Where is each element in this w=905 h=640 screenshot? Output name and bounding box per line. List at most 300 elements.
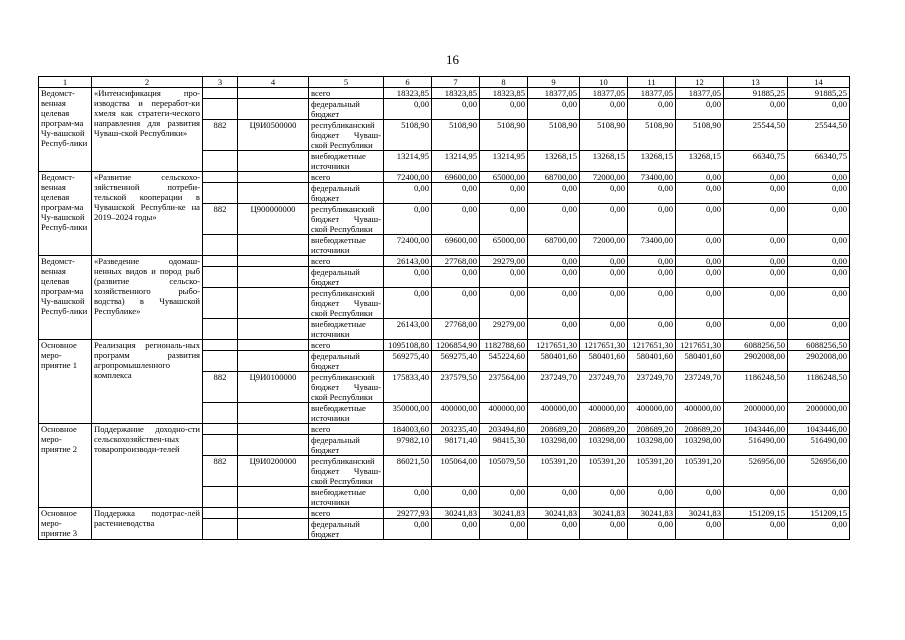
value-cell: 0,00 [384, 288, 432, 319]
value-cell: 0,00 [528, 256, 580, 267]
budget-code-cell [238, 151, 309, 172]
value-cell: 0,00 [676, 487, 724, 508]
value-cell: 105079,50 [480, 456, 528, 487]
value-cell: 0,00 [528, 487, 580, 508]
program-type-cell: Ведомст-венная целевая програм-ма Чу-вашской Респуб-лики [39, 256, 92, 340]
value-cell: 1186248,50 [724, 372, 788, 403]
value-cell: 580401,60 [676, 351, 724, 372]
value-cell: 0,00 [788, 519, 850, 540]
budget-code-cell [238, 508, 309, 519]
value-cell: 545224,60 [480, 351, 528, 372]
value-cell: 5108,90 [384, 120, 432, 151]
value-cell: 208689,20 [580, 424, 628, 435]
admin-code-cell [203, 487, 238, 508]
funding-source-cell: федеральный бюджет [309, 183, 384, 204]
value-cell: 237249,70 [580, 372, 628, 403]
budget-code-cell [238, 340, 309, 351]
value-cell: 0,00 [432, 267, 480, 288]
value-cell: 0,00 [480, 267, 528, 288]
value-cell: 72000,00 [580, 235, 628, 256]
admin-code-cell [203, 267, 238, 288]
program-type-cell: Ведомст-венная целевая програм-ма Чу-вашской Респуб-лики [39, 172, 92, 256]
value-cell: 105391,20 [676, 456, 724, 487]
admin-code-cell [203, 172, 238, 183]
column-header-7: 7 [432, 77, 480, 88]
value-cell: 0,00 [676, 183, 724, 204]
admin-code-cell [203, 340, 238, 351]
value-cell: 1186248,50 [788, 372, 850, 403]
value-cell: 18377,05 [580, 88, 628, 99]
value-cell: 0,00 [432, 519, 480, 540]
value-cell: 0,00 [676, 99, 724, 120]
value-cell: 237249,70 [628, 372, 676, 403]
value-cell: 18377,05 [676, 88, 724, 99]
funding-source-cell: федеральный бюджет [309, 519, 384, 540]
value-cell: 400000,00 [676, 403, 724, 424]
value-cell: 66340,75 [724, 151, 788, 172]
value-cell: 72400,00 [384, 235, 432, 256]
budget-code-cell [238, 88, 309, 99]
funding-source-cell: республиканский бюджет Чуваш-ской Республики [309, 204, 384, 235]
value-cell: 13214,95 [384, 151, 432, 172]
value-cell: 5108,90 [580, 120, 628, 151]
budget-code-cell [238, 487, 309, 508]
value-cell: 0,00 [676, 519, 724, 540]
value-cell: 65000,00 [480, 172, 528, 183]
column-header-6: 6 [384, 77, 432, 88]
value-cell: 0,00 [580, 319, 628, 340]
value-cell: 0,00 [528, 319, 580, 340]
column-header-10: 10 [580, 77, 628, 88]
table-row [39, 340, 850, 351]
admin-code-cell: 882 [203, 120, 238, 151]
value-cell: 0,00 [628, 204, 676, 235]
value-cell: 0,00 [788, 487, 850, 508]
value-cell: 0,00 [628, 288, 676, 319]
value-cell: 400000,00 [580, 403, 628, 424]
value-cell: 0,00 [724, 519, 788, 540]
value-cell: 105064,00 [432, 456, 480, 487]
value-cell: 0,00 [628, 99, 676, 120]
value-cell: 30241,83 [432, 508, 480, 519]
value-cell: 203494,80 [480, 424, 528, 435]
value-cell: 0,00 [384, 267, 432, 288]
value-cell: 5108,90 [432, 120, 480, 151]
funding-source-cell: республиканский бюджет Чуваш-ской Республики [309, 288, 384, 319]
value-cell: 13214,95 [480, 151, 528, 172]
value-cell: 1043446,00 [788, 424, 850, 435]
value-cell: 6088256,50 [724, 340, 788, 351]
header-row [39, 77, 850, 88]
budget-code-cell [238, 319, 309, 340]
program-name-cell: Поддержание доходно-сти сельскохозяйствен-ных товаропроизводи-телей [92, 424, 203, 508]
budget-code-cell [238, 288, 309, 319]
value-cell: 0,00 [432, 99, 480, 120]
value-cell: 569275,40 [432, 351, 480, 372]
value-cell: 105391,20 [580, 456, 628, 487]
funding-source-cell: федеральный бюджет [309, 99, 384, 120]
value-cell: 0,00 [528, 267, 580, 288]
table-body [39, 77, 850, 540]
value-cell: 0,00 [580, 256, 628, 267]
admin-code-cell [203, 288, 238, 319]
value-cell: 526956,00 [724, 456, 788, 487]
value-cell: 1206854,90 [432, 340, 480, 351]
funding-source-cell: федеральный бюджет [309, 435, 384, 456]
value-cell: 0,00 [724, 172, 788, 183]
value-cell: 0,00 [528, 183, 580, 204]
value-cell: 13268,15 [628, 151, 676, 172]
admin-code-cell [203, 151, 238, 172]
value-cell: 97982,10 [384, 435, 432, 456]
budget-code-cell [238, 351, 309, 372]
funding-source-cell: всего [309, 88, 384, 99]
value-cell: 1217651,30 [628, 340, 676, 351]
value-cell: 0,00 [724, 267, 788, 288]
value-cell: 0,00 [580, 99, 628, 120]
value-cell: 25544,50 [788, 120, 850, 151]
column-header-12: 12 [676, 77, 724, 88]
value-cell: 208689,20 [628, 424, 676, 435]
value-cell: 0,00 [580, 487, 628, 508]
value-cell: 103298,00 [628, 435, 676, 456]
value-cell: 0,00 [628, 183, 676, 204]
table-row [39, 172, 850, 183]
value-cell: 0,00 [580, 288, 628, 319]
admin-code-cell [203, 319, 238, 340]
funding-source-cell: всего [309, 172, 384, 183]
budget-code-cell [238, 256, 309, 267]
value-cell: 68700,00 [528, 235, 580, 256]
value-cell: 0,00 [384, 519, 432, 540]
value-cell: 105391,20 [528, 456, 580, 487]
budget-code-cell [238, 424, 309, 435]
value-cell: 400000,00 [432, 403, 480, 424]
value-cell: 73400,00 [628, 235, 676, 256]
value-cell: 0,00 [432, 204, 480, 235]
value-cell: 72000,00 [580, 172, 628, 183]
value-cell: 208689,20 [528, 424, 580, 435]
value-cell: 0,00 [432, 183, 480, 204]
value-cell: 13268,15 [528, 151, 580, 172]
value-cell: 103298,00 [676, 435, 724, 456]
value-cell: 0,00 [788, 319, 850, 340]
budget-code-cell [238, 235, 309, 256]
value-cell: 29279,00 [480, 256, 528, 267]
value-cell: 1182788,60 [480, 340, 528, 351]
table-row [39, 424, 850, 435]
funding-source-cell: республиканский бюджет Чуваш-ской Республики [309, 372, 384, 403]
value-cell: 237564,00 [480, 372, 528, 403]
value-cell: 203235,40 [432, 424, 480, 435]
value-cell: 516490,00 [724, 435, 788, 456]
program-name-cell: Реализация региональ-ных программ развития агропромышленного комплекса [92, 340, 203, 424]
admin-code-cell: 882 [203, 204, 238, 235]
admin-code-cell [203, 183, 238, 204]
value-cell: 0,00 [580, 519, 628, 540]
value-cell: 69600,00 [432, 235, 480, 256]
value-cell: 0,00 [676, 319, 724, 340]
value-cell: 66340,75 [788, 151, 850, 172]
funding-source-cell: республиканский бюджет Чуваш-ской Республики [309, 120, 384, 151]
value-cell: 0,00 [788, 256, 850, 267]
value-cell: 0,00 [432, 487, 480, 508]
value-cell: 105391,20 [628, 456, 676, 487]
value-cell: 86021,50 [384, 456, 432, 487]
program-type-cell: Основное меро-приятие 2 [39, 424, 92, 508]
value-cell: 68700,00 [528, 172, 580, 183]
value-cell: 237249,70 [676, 372, 724, 403]
value-cell: 580401,60 [628, 351, 676, 372]
budget-code-cell [238, 519, 309, 540]
value-cell: 400000,00 [528, 403, 580, 424]
budget-code-cell [238, 183, 309, 204]
program-name-cell: «Развитие сельскохо-зяйственной потреби-тельской кооперации в Чувашской Республи-ке на 2019–2024 годы» [92, 172, 203, 256]
value-cell: 1217651,30 [528, 340, 580, 351]
funding-source-cell: всего [309, 256, 384, 267]
value-cell: 0,00 [384, 487, 432, 508]
value-cell: 0,00 [628, 487, 676, 508]
value-cell: 5108,90 [480, 120, 528, 151]
value-cell: 30241,83 [528, 508, 580, 519]
budget-code-cell: Ц9И0100000 [238, 372, 309, 403]
value-cell: 0,00 [580, 267, 628, 288]
value-cell: 27768,00 [432, 319, 480, 340]
funding-source-cell: внебюджетные источники [309, 235, 384, 256]
admin-code-cell [203, 235, 238, 256]
value-cell: 0,00 [788, 99, 850, 120]
value-cell: 400000,00 [480, 403, 528, 424]
value-cell: 29277,93 [384, 508, 432, 519]
budget-code-cell [238, 172, 309, 183]
admin-code-cell: 882 [203, 456, 238, 487]
program-name-cell: Поддержка подотрас-лей растениеводства [92, 508, 203, 540]
value-cell: 5108,90 [628, 120, 676, 151]
value-cell: 151209,15 [788, 508, 850, 519]
value-cell: 0,00 [676, 267, 724, 288]
value-cell: 569275,40 [384, 351, 432, 372]
budget-code-cell [238, 99, 309, 120]
value-cell: 400000,00 [628, 403, 676, 424]
budget-code-cell: Ц9И0200000 [238, 456, 309, 487]
table-row [39, 256, 850, 267]
value-cell: 5108,90 [528, 120, 580, 151]
value-cell: 0,00 [528, 519, 580, 540]
value-cell: 0,00 [432, 288, 480, 319]
admin-code-cell [203, 403, 238, 424]
program-type-cell: Основное меро-приятие 1 [39, 340, 92, 424]
funding-source-cell: всего [309, 340, 384, 351]
funding-source-cell: республиканский бюджет Чуваш-ской Республики [309, 456, 384, 487]
budget-code-cell: Ц9И0500000 [238, 120, 309, 151]
admin-code-cell [203, 508, 238, 519]
value-cell: 0,00 [724, 235, 788, 256]
value-cell: 0,00 [724, 487, 788, 508]
column-header-1: 1 [39, 77, 92, 88]
value-cell: 0,00 [528, 288, 580, 319]
value-cell: 516490,00 [788, 435, 850, 456]
value-cell: 30241,83 [676, 508, 724, 519]
admin-code-cell: 882 [203, 372, 238, 403]
value-cell: 1217651,30 [580, 340, 628, 351]
value-cell: 208689,20 [676, 424, 724, 435]
value-cell: 103298,00 [580, 435, 628, 456]
funding-source-cell: федеральный бюджет [309, 267, 384, 288]
value-cell: 0,00 [724, 99, 788, 120]
value-cell: 98415,30 [480, 435, 528, 456]
value-cell: 580401,60 [580, 351, 628, 372]
column-header-2: 2 [92, 77, 203, 88]
value-cell: 0,00 [676, 235, 724, 256]
value-cell: 18323,85 [384, 88, 432, 99]
value-cell: 30241,83 [580, 508, 628, 519]
value-cell: 0,00 [480, 288, 528, 319]
program-name-cell: «Разведение одомаш-ненных видов и пород рыб (развитие сельско-хозяйственного рыбо-водства) в Чувашской Республике» [92, 256, 203, 340]
value-cell: 0,00 [676, 288, 724, 319]
table-row [39, 88, 850, 99]
admin-code-cell [203, 435, 238, 456]
table-row [39, 508, 850, 519]
funding-source-cell: внебюджетные источники [309, 487, 384, 508]
value-cell: 0,00 [724, 204, 788, 235]
column-header-4: 4 [238, 77, 309, 88]
value-cell: 0,00 [628, 319, 676, 340]
column-header-14: 14 [788, 77, 850, 88]
value-cell: 30241,83 [480, 508, 528, 519]
page-number: 16 [446, 52, 459, 67]
value-cell: 1217651,30 [676, 340, 724, 351]
funding-source-cell: внебюджетные источники [309, 403, 384, 424]
column-header-5: 5 [309, 77, 384, 88]
value-cell: 0,00 [580, 183, 628, 204]
value-cell: 25544,50 [724, 120, 788, 151]
value-cell: 0,00 [480, 99, 528, 120]
value-cell: 18323,85 [480, 88, 528, 99]
budget-table [38, 76, 850, 540]
value-cell: 0,00 [528, 204, 580, 235]
funding-source-cell: всего [309, 508, 384, 519]
admin-code-cell [203, 256, 238, 267]
value-cell: 13214,95 [432, 151, 480, 172]
budget-code-cell [238, 403, 309, 424]
value-cell: 98171,40 [432, 435, 480, 456]
value-cell: 18377,05 [628, 88, 676, 99]
value-cell: 6088256,50 [788, 340, 850, 351]
value-cell: 2902008,00 [788, 351, 850, 372]
value-cell: 0,00 [384, 204, 432, 235]
value-cell: 0,00 [384, 99, 432, 120]
admin-code-cell [203, 88, 238, 99]
value-cell: 0,00 [528, 99, 580, 120]
value-cell: 151209,15 [724, 508, 788, 519]
value-cell: 0,00 [480, 183, 528, 204]
value-cell: 0,00 [724, 319, 788, 340]
value-cell: 184003,60 [384, 424, 432, 435]
value-cell: 5108,90 [676, 120, 724, 151]
value-cell: 526956,00 [788, 456, 850, 487]
column-header-11: 11 [628, 77, 676, 88]
value-cell: 0,00 [788, 172, 850, 183]
value-cell: 0,00 [384, 183, 432, 204]
admin-code-cell [203, 519, 238, 540]
value-cell: 0,00 [724, 183, 788, 204]
program-type-cell: Ведомст-венная целевая програм-ма Чу-вашской Респуб-лики [39, 88, 92, 172]
funding-source-cell: федеральный бюджет [309, 351, 384, 372]
value-cell: 0,00 [788, 288, 850, 319]
admin-code-cell [203, 99, 238, 120]
value-cell: 29279,00 [480, 319, 528, 340]
funding-source-cell: всего [309, 424, 384, 435]
value-cell: 18323,85 [432, 88, 480, 99]
value-cell: 237579,50 [432, 372, 480, 403]
value-cell: 26143,00 [384, 319, 432, 340]
value-cell: 2000000,00 [724, 403, 788, 424]
admin-code-cell [203, 424, 238, 435]
budget-code-cell [238, 435, 309, 456]
budget-code-cell [238, 267, 309, 288]
value-cell: 18377,05 [528, 88, 580, 99]
value-cell: 0,00 [788, 204, 850, 235]
value-cell: 0,00 [480, 204, 528, 235]
column-header-13: 13 [724, 77, 788, 88]
value-cell: 0,00 [788, 267, 850, 288]
value-cell: 0,00 [676, 256, 724, 267]
value-cell: 580401,60 [528, 351, 580, 372]
funding-source-cell: внебюджетные источники [309, 151, 384, 172]
value-cell: 91885,25 [788, 88, 850, 99]
value-cell: 26143,00 [384, 256, 432, 267]
value-cell: 237249,70 [528, 372, 580, 403]
value-cell: 0,00 [628, 519, 676, 540]
value-cell: 0,00 [788, 183, 850, 204]
funding-source-cell: внебюджетные источники [309, 319, 384, 340]
value-cell: 0,00 [724, 256, 788, 267]
value-cell: 1095108,80 [384, 340, 432, 351]
column-header-8: 8 [480, 77, 528, 88]
value-cell: 0,00 [676, 172, 724, 183]
value-cell: 0,00 [580, 204, 628, 235]
value-cell: 72400,00 [384, 172, 432, 183]
value-cell: 0,00 [628, 256, 676, 267]
column-header-9: 9 [528, 77, 580, 88]
value-cell: 350000,00 [384, 403, 432, 424]
value-cell: 73400,00 [628, 172, 676, 183]
value-cell: 69600,00 [432, 172, 480, 183]
value-cell: 0,00 [480, 519, 528, 540]
column-header-3: 3 [203, 77, 238, 88]
program-name-cell: «Интенсификация про-изводства и переработ-ки хмеля как стратеги-ческого направления для развития Чуваш-ской Республики» [92, 88, 203, 172]
value-cell: 0,00 [480, 487, 528, 508]
program-type-cell: Основное меро-приятие 3 [39, 508, 92, 540]
value-cell: 91885,25 [724, 88, 788, 99]
value-cell: 65000,00 [480, 235, 528, 256]
value-cell: 27768,00 [432, 256, 480, 267]
value-cell: 0,00 [724, 288, 788, 319]
value-cell: 13268,15 [580, 151, 628, 172]
budget-code-cell: Ц900000000 [238, 204, 309, 235]
value-cell: 1043446,00 [724, 424, 788, 435]
value-cell: 103298,00 [528, 435, 580, 456]
value-cell: 13268,15 [676, 151, 724, 172]
value-cell: 2902008,00 [724, 351, 788, 372]
value-cell: 0,00 [788, 235, 850, 256]
value-cell: 30241,83 [628, 508, 676, 519]
value-cell: 0,00 [628, 267, 676, 288]
value-cell: 175833,40 [384, 372, 432, 403]
value-cell: 0,00 [676, 204, 724, 235]
value-cell: 2000000,00 [788, 403, 850, 424]
admin-code-cell [203, 351, 238, 372]
